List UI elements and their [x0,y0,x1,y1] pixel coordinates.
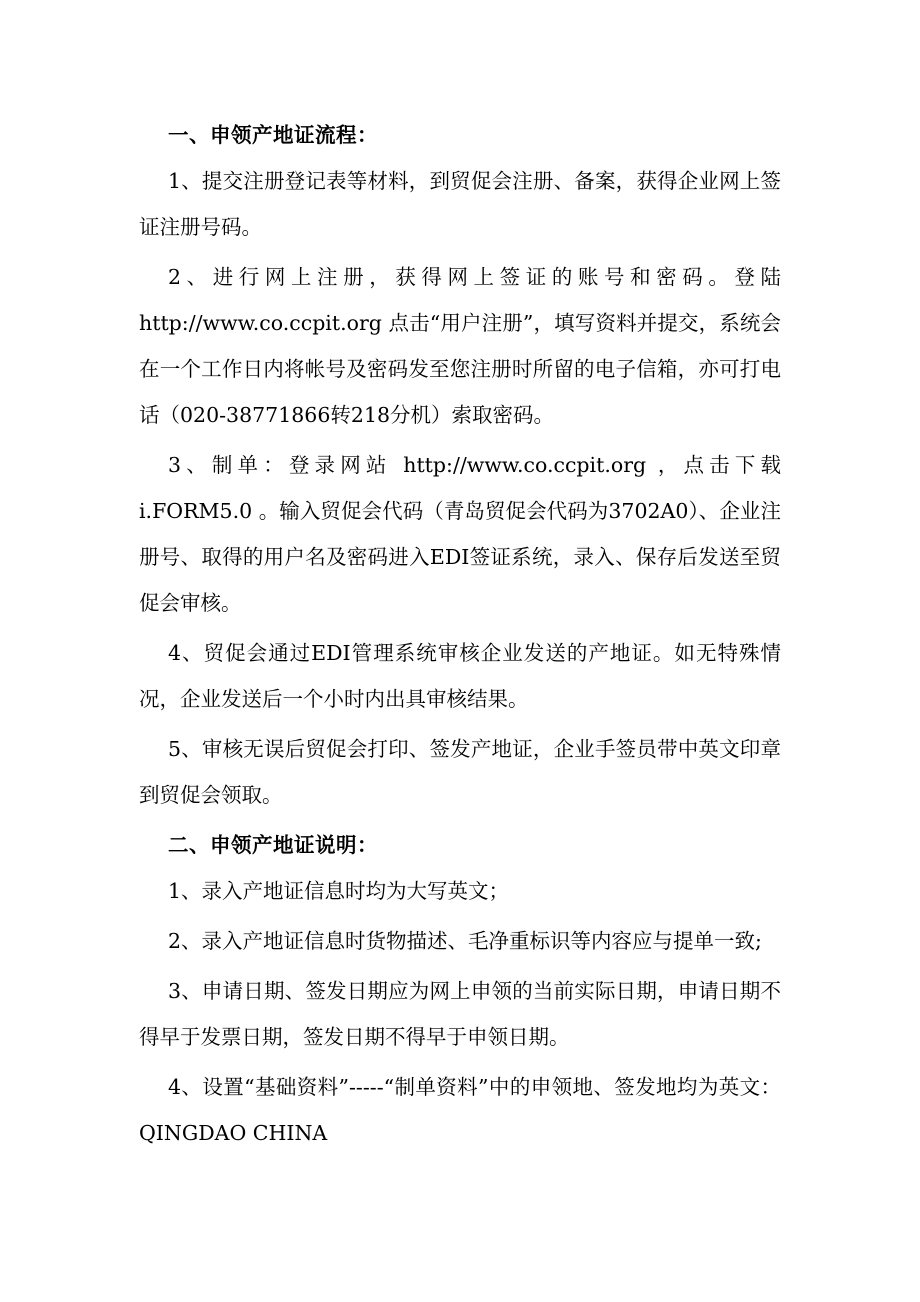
process-step-3: 3、制单：登录网站 http://www.co.ccpit.org ，点击下载 i.FORM5.0 。输入贸促会代码（青岛贸促会代码为3702A0）、企业注册号、取得的用户名及密码进入EDI签证系统，录入、保存后发送至贸促会审核。 [139,453,781,615]
note-item-1: 1、录入产地证信息时均为大写英文； [168,879,510,903]
process-step-4: 4、贸促会通过EDI管理系统审核企业发送的产地证。如无特殊情况，企业发送后一个小时内出具审核结果。 [139,641,781,711]
note-item-3: 3、申请日期、签发日期应为网上申领的当前实际日期，申请日期不得早于发票日期，签发日期不得早于申领日期。 [139,979,781,1049]
document-body [139,112,781,1160]
process-step-2: 2、进行网上注册，获得网上签证的账号和密码。登陆http://www.co.ccpit.org 点击“用户注册”，填写资料并提交，系统会在一个工作日内将帐号及密码发至您注册时所留的电子信箱，亦可打电话（020-38771866转218分机）索取密码。 [139,265,781,427]
section-heading-application-process: 一、申领产地证流程： [168,123,378,147]
process-step-1: 1、提交注册登记表等材料，到贸促会注册、备案，获得企业网上签证注册号码。 [139,169,781,239]
note-item-2: 2、录入产地证信息时货物描述、毛净重标识等内容应与提单一致; [168,929,762,953]
section-heading-application-notes: 二、申领产地证说明： [168,833,378,857]
note-item-4: 4、设置“基础资料”-----“制单资料”中的申领地、签发地均为英文：QINGDAO CHINA [139,1075,781,1145]
process-step-5: 5、审核无误后贸促会打印、签发产地证，企业手签员带中英文印章到贸促会领取。 [139,737,781,807]
